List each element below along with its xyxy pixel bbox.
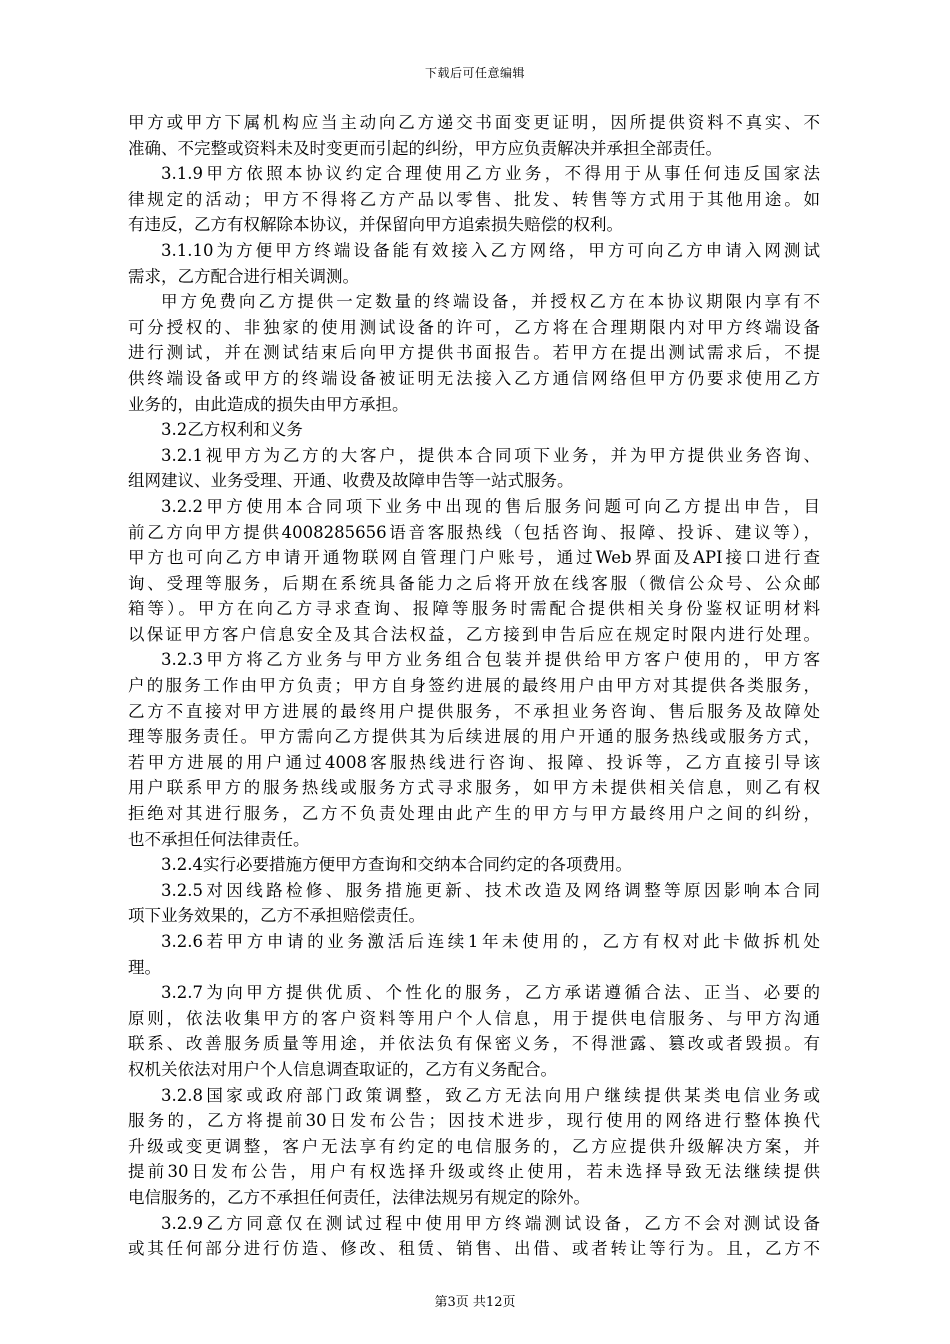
text-line: 3.2.8国家或政府部门政策调整，致乙方无法向用户继续提供某类电信业务或 bbox=[161, 1085, 820, 1105]
text-line: 组网建议、业务受理、开通、收费及故障申告等一站式服务。 bbox=[128, 471, 574, 491]
text-line: 升级或变更调整，客户无法享有约定的电信服务的，乙方应提供升级解决方案，并 bbox=[128, 1136, 820, 1156]
text-line: 3.2.9乙方同意仅在测试过程中使用甲方终端测试设备，乙方不会对测试设备 bbox=[161, 1213, 820, 1233]
text-line: 3.2.5对因线路检修、服务措施更新、技术改造及网络调整等原因影响本合同 bbox=[161, 880, 820, 900]
text-line: 也不承担任何法律责任。 bbox=[128, 829, 310, 849]
text-line: 3.2.7为向甲方提供优质、个性化的服务，乙方承诺遵循合法、正当、必要的 bbox=[161, 983, 820, 1003]
text-line: 理等服务责任。甲方需向乙方提供其为后续进展的用户开通的服务热线或服务方式， bbox=[128, 727, 820, 747]
text-line: 询、受理等服务，后期在系统具备能力之后将开放在线客服（微信公众号、公众邮 bbox=[128, 573, 820, 593]
text-line: 联系、改善服务质量等用途，并依法负有保密义务，不得泄露、篡改或者毁损。有 bbox=[128, 1034, 820, 1054]
text-line: 甲方免费向乙方提供一定数量的终端设备，并授权乙方在本协议期限内享有不 bbox=[161, 292, 820, 312]
text-line: 可分授权的、非独家的使用测试设备的许可，乙方将在合理期限内对甲方终端设备 bbox=[128, 317, 820, 337]
text-line: 项下业务效果的，乙方不承担赔偿责任。 bbox=[128, 906, 425, 926]
text-line: 3.2乙方权利和义务 bbox=[161, 420, 303, 440]
text-line: 甲方或甲方下属机构应当主动向乙方递交书面变更证明，因所提供资料不真实、不 bbox=[128, 113, 820, 132]
text-line: 3.2.6若甲方申请的业务激活后连续1年未使用的，乙方有权对此卡做拆机处 bbox=[161, 932, 820, 951]
text-line: 3.2.3甲方将乙方业务与甲方业务组合包装并提供给甲方客户使用的，甲方客 bbox=[161, 650, 820, 670]
text-line: 业务的，由此造成的损失由甲方承担。 bbox=[128, 394, 409, 414]
text-line: 服务的，乙方将提前30日发布公告；因技术进步，现行使用的网络进行整体换代 bbox=[128, 1111, 820, 1131]
text-line: 3.2.2甲方使用本合同项下业务中出现的售后服务问题可向乙方提出申告，目 bbox=[161, 496, 820, 516]
text-line: 权机关依法对用户个人信息调查取证的，乙方有义务配合。 bbox=[128, 1059, 557, 1079]
text-line: 律规定的活动；甲方不得将乙方产品以零售、批发、转售等方式用于其他用途。如 bbox=[128, 189, 820, 209]
page-header: 下载后可任意编辑 bbox=[424, 66, 525, 80]
text-line: 或其任何部分进行仿造、修改、租赁、销售、出借、或者转让等行为。且，乙方不 bbox=[128, 1239, 820, 1259]
text-line: 进行测试，并在测试结束后向甲方提供书面报告。若甲方在提出测试需求后，不提 bbox=[128, 343, 820, 363]
text-line: 理。 bbox=[128, 957, 161, 977]
text-line: 甲方也可向乙方申请开通物联网自管理门户账号，通过Web界面及API接口进行查 bbox=[128, 548, 820, 568]
text-line: 提前30日发布公告，用户有权选择升级或终止使用，若未选择导致无法继续提供 bbox=[128, 1162, 820, 1182]
document-body bbox=[128, 110, 820, 1262]
text-line: 供终端设备或甲方的终端设备被证明无法接入乙方通信网络但甲方仍要求使用乙方 bbox=[128, 368, 820, 388]
text-line: 电信服务的，乙方不承担任何责任，法律法规另有规定的除外。 bbox=[128, 1187, 590, 1207]
text-line: 前乙方向甲方提供4008285656语音客服热线（包括咨询、报障、投诉、建议等）， bbox=[128, 522, 820, 542]
text-line: 以保证甲方客户信息安全及其合法权益，乙方接到申告后应在规定时限内进行处理。 bbox=[128, 624, 820, 644]
text-line: 原则，依法收集甲方的客户资料等用户个人信息，用于提供电信服务、与甲方沟通 bbox=[128, 1008, 820, 1028]
text-line: 若甲方进展的用户通过4008客服热线进行咨询、报障、投诉等，乙方直接引导该 bbox=[128, 752, 820, 772]
text-line: 需求，乙方配合进行相关调测。 bbox=[128, 266, 359, 286]
text-line: 拒绝对其进行服务，乙方不负责处理由此产生的甲方与甲方最终用户之间的纠纷， bbox=[128, 804, 820, 824]
text-line: 3.1.9甲方依照本协议约定合理使用乙方业务，不得用于从事任何违反国家法 bbox=[161, 164, 820, 184]
text-line: 3.2.4实行必要措施方便甲方查询和交纳本合同约定的各项费用。 bbox=[161, 855, 632, 875]
text-line: 3.2.1视甲方为乙方的大客户，提供本合同项下业务，并为甲方提供业务咨询、 bbox=[161, 445, 820, 465]
text-line: 准确、不完整或资料未及时变更而引起的纠纷，甲方应负责解决并承担全部责任。 bbox=[128, 138, 722, 158]
text-line: 3.1.10为方便甲方终端设备能有效接入乙方网络，甲方可向乙方申请入网测试 bbox=[161, 240, 820, 260]
text-line: 乙方不直接对甲方进展的最终用户提供服务，不承担业务咨询、售后服务及故障处 bbox=[128, 701, 820, 721]
text-line: 箱等）。甲方在向乙方寻求查询、报障等服务时需配合提供相关身份鉴权证明材料 bbox=[128, 599, 820, 619]
text-line: 有违反，乙方有权解除本协议，并保留向甲方追索损失赔偿的权利。 bbox=[128, 215, 623, 235]
page-number: 第3页 共12页 bbox=[434, 1295, 516, 1310]
text-line: 户的服务工作由甲方负责；甲方自身签约进展的最终用户由甲方对其提供各类服务， bbox=[128, 676, 820, 696]
text-line: 用户联系甲方的服务热线或服务方式寻求服务，如甲方未提供相关信息，则乙有权 bbox=[128, 778, 820, 798]
